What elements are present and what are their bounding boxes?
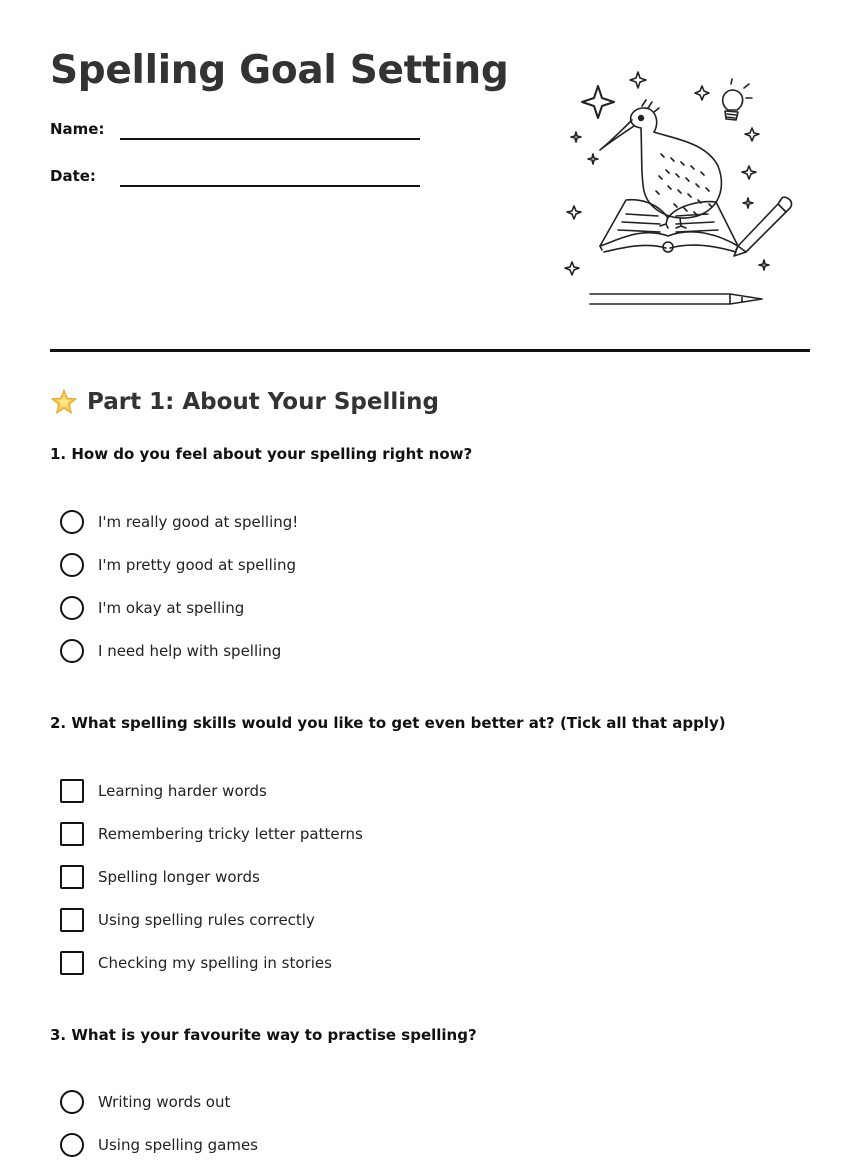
radio-button-icon[interactable] — [60, 596, 84, 620]
option-label: Writing words out — [98, 1093, 231, 1111]
checkbox-icon[interactable] — [60, 779, 84, 803]
q2-option-2[interactable] — [60, 821, 363, 847]
section-title-text: Part 1: About Your Spelling — [87, 389, 439, 415]
q3-option-1[interactable] — [60, 1089, 230, 1115]
header-divider — [50, 349, 810, 352]
date-label: Date: — [50, 167, 96, 185]
option-label: I'm really good at spelling! — [98, 513, 299, 531]
glowing-star-icon — [50, 388, 78, 416]
option-label: Using spelling rules correctly — [98, 911, 315, 929]
option-label: Checking my spelling in stories — [98, 954, 332, 972]
name-label: Name: — [50, 120, 105, 138]
radio-button-icon[interactable] — [60, 510, 84, 534]
checkbox-icon[interactable] — [60, 908, 84, 932]
question-2: 2. What spelling skills would you like to get even better at? (Tick all that apply) — [50, 714, 726, 732]
q3-option-2[interactable] — [60, 1132, 258, 1158]
radio-button-icon[interactable] — [60, 1133, 84, 1157]
checkbox-icon[interactable] — [60, 951, 84, 975]
radio-button-icon[interactable] — [60, 553, 84, 577]
date-input-line[interactable] — [120, 185, 420, 187]
q1-option-3[interactable] — [60, 595, 244, 621]
radio-button-icon[interactable] — [60, 1090, 84, 1114]
q2-option-3[interactable] — [60, 864, 260, 890]
q1-option-2[interactable] — [60, 552, 296, 578]
option-label: Remembering tricky letter patterns — [98, 825, 363, 843]
q1-option-4[interactable] — [60, 638, 281, 664]
checkbox-icon[interactable] — [60, 865, 84, 889]
checkbox-icon[interactable] — [60, 822, 84, 846]
q2-option-1[interactable] — [60, 778, 267, 804]
option-label: Using spelling games — [98, 1136, 258, 1154]
question-1: 1. How do you feel about your spelling right now? — [50, 445, 473, 463]
option-label: I'm okay at spelling — [98, 599, 245, 617]
name-input-line[interactable] — [120, 138, 420, 140]
q2-option-5[interactable] — [60, 950, 332, 976]
kiwi-bird-reading-book-icon — [556, 66, 796, 316]
question-3: 3. What is your favourite way to practise spelling? — [50, 1026, 477, 1044]
radio-button-icon[interactable] — [60, 639, 84, 663]
date-field[interactable] — [50, 163, 422, 193]
option-label: I'm pretty good at spelling — [98, 556, 297, 574]
name-field[interactable] — [50, 116, 422, 146]
q1-option-1[interactable] — [60, 509, 298, 535]
option-label: I need help with spelling — [98, 642, 282, 660]
section-title-part-1 — [50, 388, 439, 416]
q2-option-4[interactable] — [60, 907, 315, 933]
option-label: Spelling longer words — [98, 868, 260, 886]
option-label: Learning harder words — [98, 782, 267, 800]
page-title: Spelling Goal Setting — [50, 48, 509, 93]
